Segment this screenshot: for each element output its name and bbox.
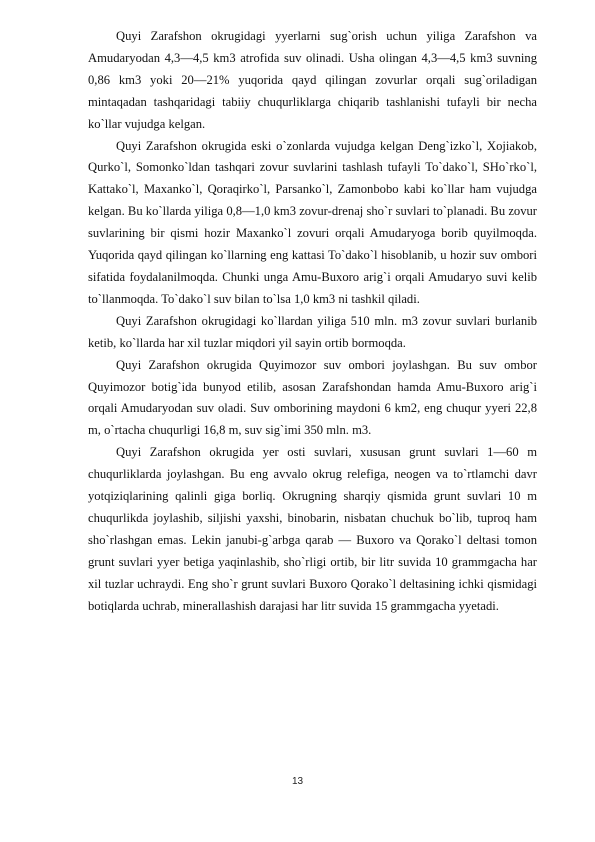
page-number: 13 xyxy=(291,776,304,787)
body-text xyxy=(88,26,537,617)
paragraph-3: Quyi Zarafshon okrugidagi ko`llardan yiliga 510 mln. m3 zovur suvlari burlanib ketib, ko`llarda har xil tuzlar miqdori yil sayin ortib bormoqda. xyxy=(88,313,537,350)
paragraph-2: Quyi Zarafshon okrugida eski o`zonlarda vujudga kelgan Deng`izko`l, Xojiakob, Qurko`l, Somonko`ldan tashqari zovur suvlarini tashlash tufayli To`dako`l, SHo`rko`l, Kattako`l, Maxanko`l, Qoraqirko`l, Parsanko`l, Zamonbobo kabi ko`llar ham vujudga kelgan. Bu ko`llarda yiliga 0,8—1,0 km3 zovur-drenaj sho`r suvlari to`planadi. Bu zovur suvlarining bir qismi hozir Maxanko`l zovuri orqali Amudaryoga borib quyilmoqda. Yuqorida qayd qilingan ko`llarning eng kattasi To`dako`l hisoblanib, u hozir suv ombori sifatida foydalanilmoqda. Chunki unga Amu-Buxoro arig`i orqali Amudaryo suvi kelib to`llanmoqda. To`dako`l suv bilan to`lsa 1,0 km3 ni tashkil qiladi. xyxy=(88,138,537,306)
paragraph-4: Quyi Zarafshon okrugida Quyimozor suv ombori joylashgan. Bu suv ombor Quyimozor botig`ida bunyod etilib, asosan Zarafshondan hamda Amu-Buxoro arig`i orqali Amudaryodan suv oladi. Suv omborining maydoni 6 km2, eng chuqur yyeri 22,8 m, o`rtacha chuqurligi 16,8 m, suv sig`imi 350 mln. m3. xyxy=(88,357,537,438)
paragraph-5: Quyi Zarafshon okrugida yer osti suvlari, xususan grunt suvlari 1—60 m chuqurliklarda joylashgan. Bu eng avvalo okrug relefiga, neogen va to`rtlamchi davr yotqiziqlarining qalinli giga borliq. Okrugning sharqiy qismida grunt suvlari 10 m chuqurlikda joylashib, siljishi yaxshi, binobarin, nisbatan chuchuk bo`lib, tuproq ham sho`rlashgan emas. Lekin janubi-g`arbga qarab — Buxoro va Qorako`l deltasi tomon grunt suvlari yyer betiga yaqinlashib, sho`rligi ortib, bir litr suvida 10 grammgacha har xil tuzlar uchraydi. Eng sho`r grunt suvlari Buxoro Qorako`l deltasining ichki qismidagi botiqlarda uchrab, minerallashish darajasi har litr suvida 15 grammgacha yyetadi. xyxy=(88,445,537,613)
paragraph-1: Quyi Zarafshon okrugidagi yyerlarni sug`orish uchun yiliga Zarafshon va Amudaryodan 4,3—4,5 km3 atrofida suv olinadi. Usha olingan 4,3—4,5 km3 suvning 0,86 km3 yoki 20—21% yuqorida qayd qilingan zovurlar orqali sug`oriladigan mintaqadan tashqaridagi tabiiy chuqurliklarga chiqarib tashlanishi tufayli bir necha ko`llar vujudga kelgan. xyxy=(88,29,537,131)
